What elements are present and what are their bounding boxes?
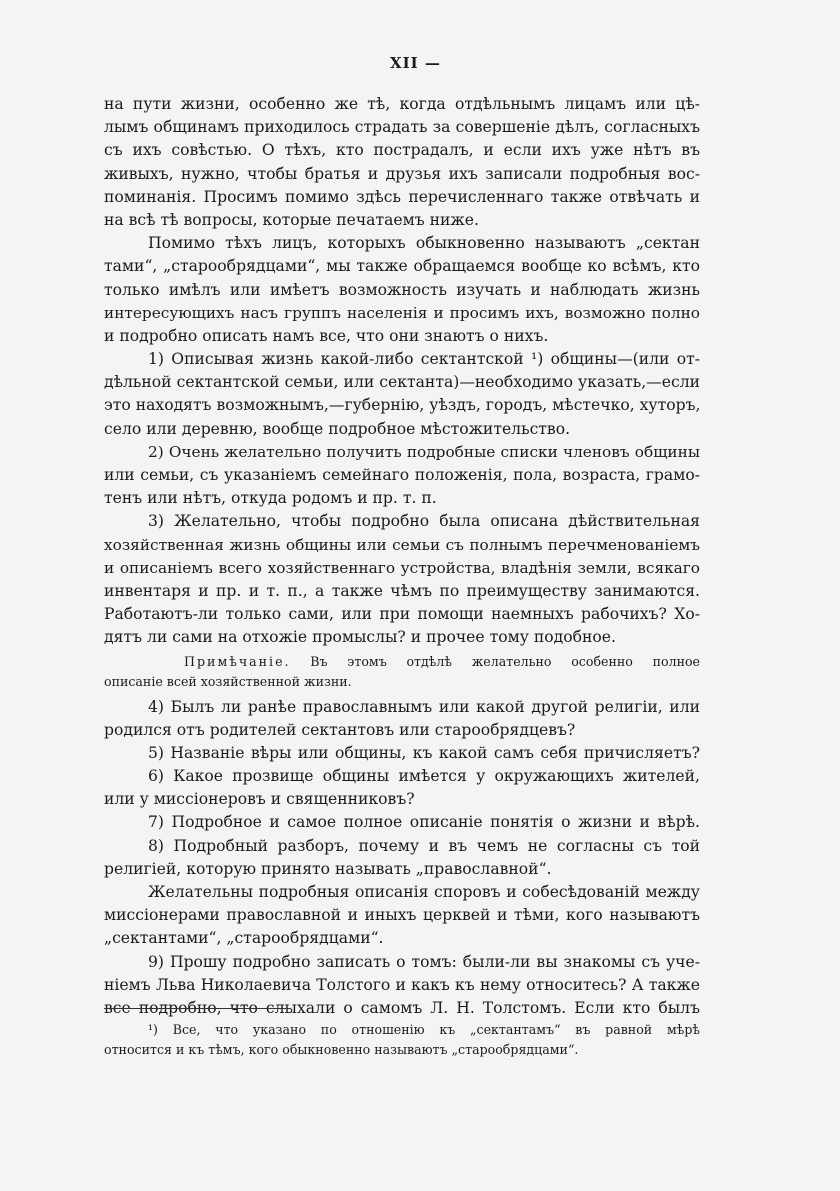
text-line: и описаніемъ всего хозяйственнаго устройства, владѣнія земли, всякаго: [104, 558, 700, 577]
text-line: ніемъ Льва Николаевича Толстого и какъ къ нему относитесь? А также: [104, 975, 700, 994]
note-line: [104, 652, 700, 672]
footnote-line: относится и къ тѣмъ, кого обыкновенно называютъ „старообрядцами“.: [104, 1042, 579, 1057]
text-line: тенъ или нѣтъ, откуда родомъ и пр. т. п.: [104, 489, 437, 508]
text-line: интересующихъ насъ группъ населенія и просимъ ихъ, возможно полно: [104, 303, 700, 322]
note-block: [104, 652, 700, 692]
text-line: лымъ общинамъ приходилось страдать за совершеніе дѣлъ, согласныхъ: [104, 118, 700, 137]
page-number: XII —: [390, 54, 441, 72]
note-line: описаніе всей хозяйственной жизни.: [104, 673, 352, 689]
text-line: или семьи, съ указаніемъ семейнаго положенія, пола, возраста, грамо-: [104, 466, 700, 484]
text-line: дятъ ли сами на отхожіе промыслы? и прочее тому подобное.: [104, 628, 616, 647]
text-line: тами“, „старообрядцами“, мы также обращаемся вообще ко всѣмъ, кто: [104, 257, 700, 276]
text-line: только имѣлъ или имѣетъ возможность изучать и наблюдать жизнь: [104, 280, 700, 299]
text-line: 9) Прошу подробно записать о томъ: были-ли вы знакомы съ уче-: [148, 952, 700, 971]
note-text: Въ этомъ отдѣлѣ желательно особенно полное: [310, 653, 700, 669]
text-line: дѣльной сектантской семьи, или сектанта)—необходимо указать,—если: [104, 373, 700, 392]
text-line: миссіонерами православной и иныхъ церквей и тѣми, кого называютъ: [104, 906, 700, 925]
text-line: Помимо тѣхъ лицъ, которыхъ обыкновенно называютъ „сектан: [148, 234, 700, 253]
text-line: съ ихъ совѣстью. О тѣхъ, кто пострадалъ, и если ихъ уже нѣтъ въ: [104, 141, 700, 160]
text-line: Желательны подробныя описанія споровъ и собесѣдованій между: [148, 883, 700, 901]
text-line: 3) Желательно, чтобы подробно была описана дѣйствительная: [148, 512, 700, 531]
text-line: на всѣ тѣ вопросы, которые печатаемъ ниже.: [104, 210, 479, 229]
text-line: 4) Былъ ли ранѣе православнымъ или какой другой религіи, или: [148, 697, 700, 716]
text-line: живыхъ, нужно, чтобы братья и друзья ихъ записали подробныя вос-: [104, 164, 700, 183]
text-line: все подробно, что слыхали о самомъ Л. Н. Толстомъ. Если кто былъ: [104, 998, 700, 1017]
text-line: 7) Подробное и самое полное описаніе понятія о жизни и вѣрѣ.: [148, 813, 700, 832]
body-text: [104, 93, 700, 1020]
text-line: „сектантами“, „старообрядцами“.: [104, 929, 384, 948]
text-line: хозяйственная жизнь общины или семьи съ полнымъ перечменованіемъ: [104, 535, 700, 554]
footnotes: [104, 1020, 700, 1060]
text-line: 5) Названіе вѣры или общины, къ какой самъ себя причисляетъ?: [148, 743, 700, 762]
text-line: 8) Подробный разборъ, почему и въ чемъ не согласны съ той: [148, 836, 700, 855]
text-line: 2) Очень желательно получить подробные списки членовъ общины: [148, 442, 700, 461]
text-line: это находятъ возможнымъ,—губернію, уѣздъ, городъ, мѣстечко, хуторъ,: [104, 396, 701, 415]
text-line: село или деревню, вообще подробное мѣстожительство.: [104, 419, 571, 438]
text-line: религіей, которую принято называть „православной“.: [104, 859, 552, 878]
text-line: поминанія. Просимъ помимо здѣсь перечисленнаго также отвѣчать и: [104, 187, 700, 206]
note-label: Примѣчаніе.: [184, 653, 291, 669]
text-line: Работаютъ-ли только сами, или при помощи наемныхъ рабочихъ? Хо-: [104, 605, 700, 624]
text-line: 6) Какое прозвище общины имѣется у окружающихъ жителей,: [148, 767, 700, 786]
text-line: инвентаря и пр. и т. п., а также чѣмъ по преимуществу занимаются.: [104, 581, 700, 600]
text-line: или у миссіонеровъ и священниковъ?: [104, 790, 415, 809]
footnote-divider: [104, 1008, 286, 1009]
text-line: 1) Описывая жизнь какой-либо сектантской ¹) общины—(или от-: [148, 350, 700, 369]
text-line: родился отъ родителей сектантовъ или старообрядцевъ?: [104, 720, 576, 739]
footnote-line: ¹) Все, что указано по отношенію къ „сектантамъ“ въ равной мѣрѣ: [148, 1022, 700, 1037]
text-line: на пути жизни, особенно же тѣ, когда отдѣльнымъ лицамъ или цѣ-: [104, 95, 700, 113]
text-line: и подробно описать намъ все, что они знаютъ о нихъ.: [104, 326, 549, 345]
